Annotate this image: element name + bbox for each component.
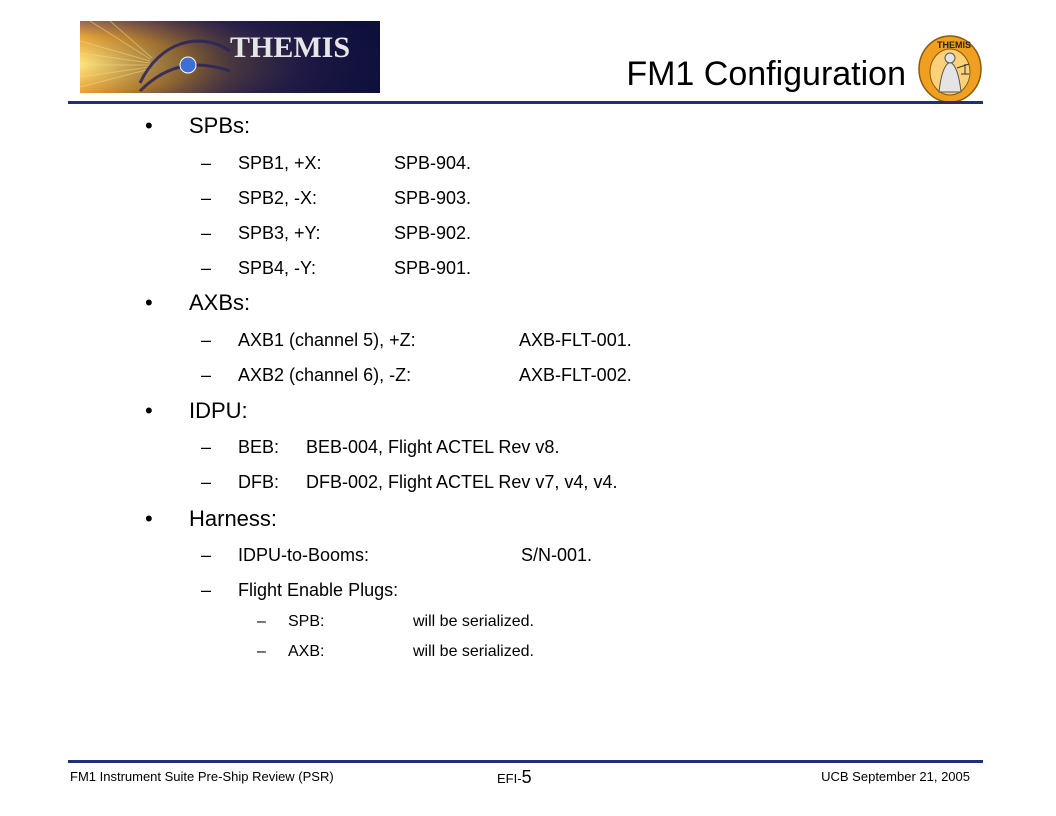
item-label: AXB2 (channel 6), -Z: [238,365,412,385]
item-value: AXB-FLT-002. [519,365,632,385]
page-number: 5 [521,767,532,787]
header-rule [68,101,983,104]
footer-page-prefix: EFI- [497,771,522,786]
item-value: BEB-004, Flight ACTEL Rev v8. [306,437,560,457]
subitem-value: will be serialized. [413,643,534,660]
dash: – [201,472,212,492]
dash: – [201,258,212,278]
dash: – [201,153,212,173]
item-label: BEB: [238,437,280,457]
logo-text: THEMIS [230,31,351,64]
item-label: AXB1 (channel 5), +Z: [238,330,416,350]
dash: – [201,188,212,208]
subitem-value: will be serialized. [413,613,534,630]
dash: – [257,643,266,660]
dash: – [201,437,212,457]
section-heading: Harness: [189,506,278,531]
dash: – [201,545,212,565]
seal-text: THEMIS [937,40,972,50]
item-value: SPB-904. [394,153,472,173]
footer-rule [68,760,983,763]
bullet: • [145,290,153,315]
themis-seal-logo [917,34,983,104]
bullet: • [145,398,153,423]
item-value: AXB-FLT-001. [519,330,632,350]
item-value: DFB-002, Flight ACTEL Rev v7, v4, v4. [306,472,618,492]
bullet: • [145,506,153,531]
themis-banner-logo [80,21,380,93]
item-label: SPB3, +Y: [238,223,321,243]
item-label: SPB4, -Y: [238,258,317,278]
item-label: IDPU-to-Booms: [238,545,370,565]
item-value: SPB-902. [394,223,472,243]
footer-right: UCB September 21, 2005 [821,769,970,784]
footer-page [497,768,532,788]
subitem-label: SPB: [288,613,325,630]
subitem-label: AXB: [288,643,325,660]
item-label: SPB1, +X: [238,153,322,173]
dash: – [257,613,266,630]
item-label: DFB: [238,472,280,492]
section-heading: SPBs: [189,113,251,138]
item-value: SPB-901. [394,258,472,278]
item-value: S/N-001. [521,545,593,565]
footer-left: FM1 Instrument Suite Pre-Ship Review (PSR) [70,769,334,784]
page-title: FM1 Configuration [626,55,906,93]
section-heading: AXBs: [189,290,251,315]
dash: – [201,580,212,600]
dash: – [201,330,212,350]
bullet: • [145,113,153,138]
item-value: SPB-903. [394,188,472,208]
section-heading: IDPU: [189,398,248,423]
item-label: SPB2, -X: [238,188,318,208]
dash: – [201,365,212,385]
dash: – [201,223,212,243]
item-label: Flight Enable Plugs: [238,580,399,600]
